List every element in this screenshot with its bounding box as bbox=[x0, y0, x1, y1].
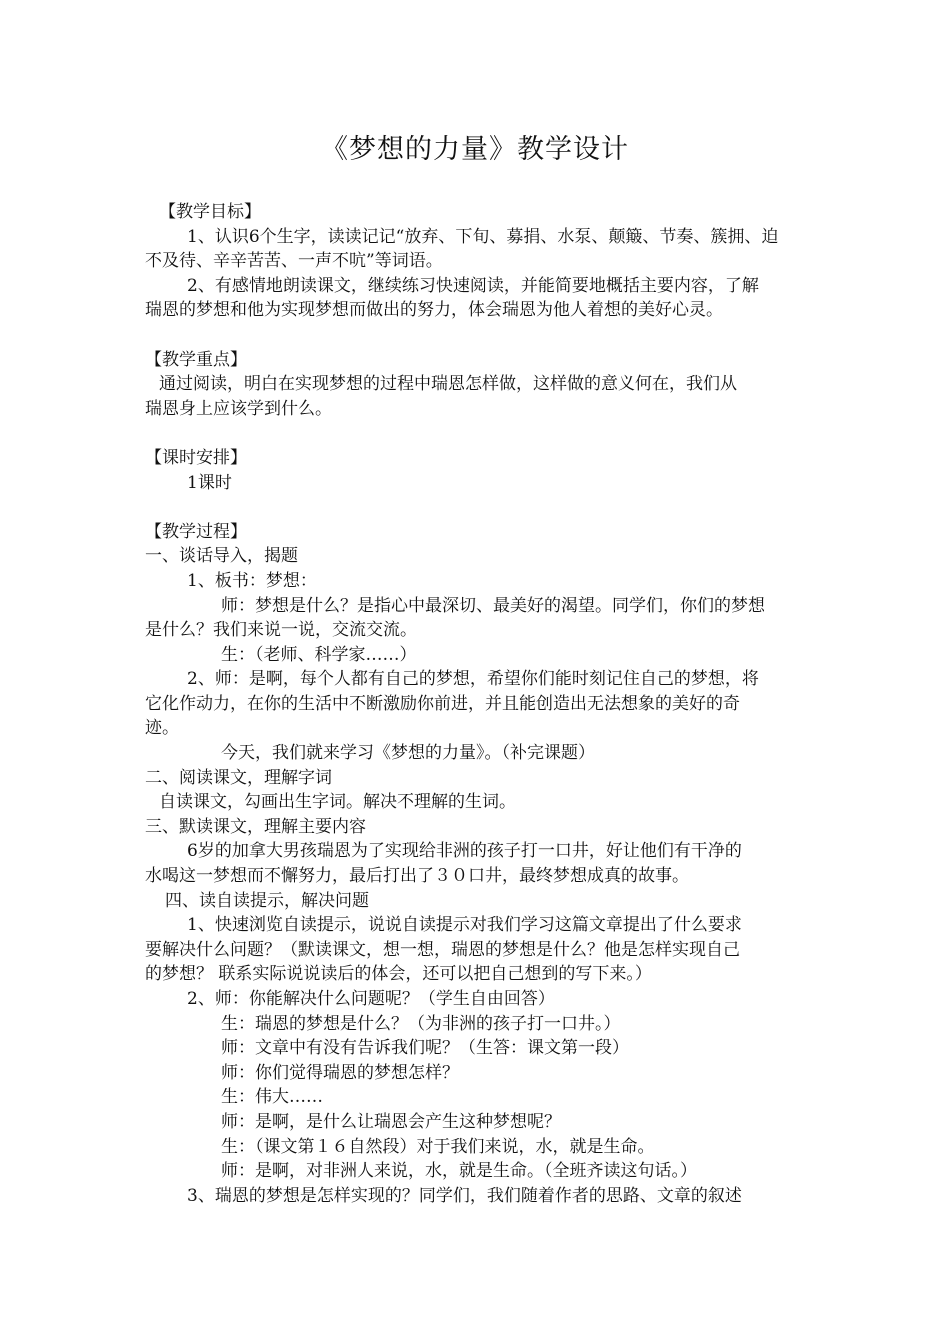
process-line: 的梦想？ 联系实际说说读后的体会，还可以把自己想到的写下来。） bbox=[145, 964, 652, 985]
process-line: 生：（课文第１６自然段）对于我们来说，水，就是生命。 bbox=[221, 1136, 655, 1157]
process-line: 6岁的加拿大男孩瑞恩为了实现给非洲的孩子打一口井，好让他们有干净的 bbox=[187, 841, 742, 862]
keypoints-line-2: 瑞恩身上应该学到什么。 bbox=[145, 398, 332, 419]
process-line: 三、默读课文，理解主要内容 bbox=[145, 816, 366, 837]
process-line: 2、师：是啊，每个人都有自己的梦想，希望你们能时刻记住自己的梦想，将 bbox=[187, 669, 759, 690]
process-line: 生：伟大…… bbox=[221, 1087, 323, 1108]
section-heading-schedule: 【课时安排】 bbox=[145, 447, 247, 468]
process-line: 生：（老师、科学家……） bbox=[221, 644, 417, 665]
process-line: 1、板书：梦想： bbox=[187, 570, 317, 591]
objective-item-2-line-1: 2、有感情地朗读课文，继续练习快速阅读，并能简要地概括主要内容，了解 bbox=[187, 275, 759, 296]
document-body bbox=[145, 200, 810, 1208]
process-line: 迹。 bbox=[145, 718, 179, 739]
process-line: 生：瑞恩的梦想是什么？（为非洲的孩子打一口井。） bbox=[221, 1013, 621, 1034]
process-line: 师：是啊，对非洲人来说，水，就是生命。（全班齐读这句话。） bbox=[221, 1161, 697, 1182]
process-line: 师：你们觉得瑞恩的梦想怎样？ bbox=[221, 1062, 459, 1083]
process-line: 四、读自读提示，解决问题 bbox=[165, 890, 369, 911]
objective-item-1-line-2: 不及待、辛辛苦苦、一声不吭”等词语。 bbox=[145, 251, 443, 272]
process-line: 1、快速浏览自读提示，说说自读提示对我们学习这篇文章提出了什么要求 bbox=[187, 915, 742, 936]
section-heading-objectives: 【教学目标】 bbox=[159, 202, 261, 222]
process-line: 2、师：你能解决什么问题呢？（学生自由回答） bbox=[187, 989, 555, 1009]
schedule-value: 1课时 bbox=[187, 472, 232, 493]
process-line: 要解决什么问题？（默读课文，想一想，瑞恩的梦想是什么？他是怎样实现自己 bbox=[145, 939, 740, 960]
section-heading-process: 【教学过程】 bbox=[145, 521, 247, 542]
process-line: 师：文章中有没有告诉我们呢？（生答：课文第一段） bbox=[221, 1038, 629, 1059]
objective-item-2-line-2: 瑞恩的梦想和他为实现梦想而做出的努力，体会瑞恩为他人着想的美好心灵。 bbox=[145, 300, 723, 321]
document-title: 《梦想的力量》教学设计 bbox=[321, 134, 629, 165]
objective-item-1-line-1: 1、认识6个生字，读读记记“放弃、下旬、募捐、水泵、颠簸、节奏、簇拥、迫 bbox=[187, 226, 779, 247]
process-line: 师：是啊，是什么让瑞恩会产生这种梦想呢？ bbox=[221, 1111, 561, 1132]
process-line: 自读课文，勾画出生字词。解决不理解的生词。 bbox=[159, 792, 516, 813]
keypoints-line-1: 通过阅读，明白在实现梦想的过程中瑞恩怎样做，这样做的意义何在，我们从 bbox=[159, 374, 737, 395]
process-line: 今天，我们就来学习《梦想的力量》。（补完课题） bbox=[221, 743, 595, 764]
process-line: 它化作动力，在你的生活中不断激励你前进，并且能创造出无法想象的美好的奇 bbox=[145, 693, 740, 714]
process-line: 3、瑞恩的梦想是怎样实现的？同学们，我们随着作者的思路、文章的叙述 bbox=[187, 1185, 742, 1206]
process-line: 一、谈话导入，揭题 bbox=[145, 546, 298, 567]
process-line: 水喝这一梦想而不懈努力，最后打出了３０口井，最终梦想成真的故事。 bbox=[145, 866, 689, 887]
process-line: 二、阅读课文，理解字词 bbox=[145, 767, 332, 788]
section-heading-keypoints: 【教学重点】 bbox=[145, 349, 247, 370]
process-line: 是什么？我们来说一说，交流交流。 bbox=[145, 620, 417, 641]
process-line: 师：梦想是什么？是指心中最深切、最美好的渴望。同学们，你们的梦想 bbox=[221, 595, 765, 616]
